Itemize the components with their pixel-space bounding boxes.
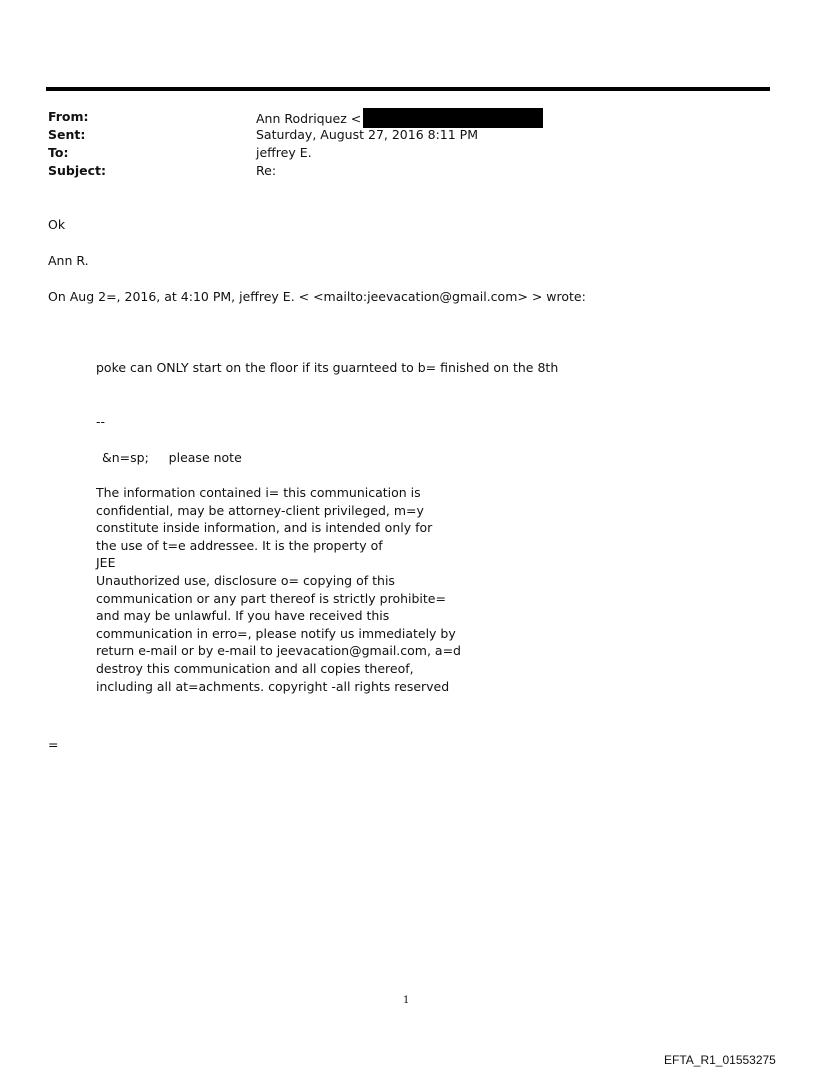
disclaimer-line: JEE bbox=[96, 555, 116, 571]
disclaimer-line: communication or any part thereof is strictly prohibite= bbox=[96, 590, 446, 606]
disclaimer-line: the use of t=e addressee. It is the property of bbox=[96, 537, 383, 553]
quoted-message: poke can ONLY start on the floor if its guarnteed to b= finished on the 8th bbox=[96, 360, 559, 375]
trailing-equals: = bbox=[48, 737, 59, 752]
disclaimer-line: The information contained i= this communication is bbox=[96, 485, 421, 500]
please-note: &n=sp; please note bbox=[102, 450, 242, 465]
to-value: jeffrey E. bbox=[256, 145, 312, 160]
header-divider bbox=[46, 87, 770, 91]
disclaimer-line: and may be unlawful. If you have received this bbox=[96, 608, 390, 624]
sent-label: Sent: bbox=[48, 127, 86, 142]
from-label: From: bbox=[48, 109, 89, 124]
disclaimer-line: communication in erro=, please notify us immediately by bbox=[96, 625, 456, 641]
subject-label: Subject: bbox=[48, 163, 106, 178]
subject-value: Re: bbox=[256, 163, 277, 178]
disclaimer-line: destroy this communication and all copies thereof, bbox=[96, 660, 414, 676]
disclaimer-line: Unauthorized use, disclosure o= copying of this bbox=[96, 572, 395, 588]
signature-separator: -- bbox=[96, 414, 106, 429]
disclaimer-line: return e-mail or by e-mail to jeevacation@gmail.com, a=d bbox=[96, 643, 461, 659]
disclaimer-line: constitute inside information, and is intended only for bbox=[96, 520, 433, 536]
reply-text: Ok bbox=[48, 217, 66, 232]
document-id: EFTA_R1_01553275 bbox=[664, 1053, 776, 1067]
from-value bbox=[256, 108, 543, 128]
disclaimer-line: confidential, may be attorney-client privileged, m=y bbox=[96, 502, 424, 518]
page-number: 1 bbox=[403, 995, 410, 1006]
to-label: To: bbox=[48, 145, 69, 160]
sent-value: Saturday, August 27, 2016 8:11 PM bbox=[256, 127, 478, 142]
disclaimer-line: including all at=achments. copyright -all rights reserved bbox=[96, 678, 450, 694]
redaction-block bbox=[363, 108, 543, 128]
signature: Ann R. bbox=[48, 253, 89, 268]
quote-intro: On Aug 2=, 2016, at 4:10 PM, jeffrey E. < <mailto:jeevacation@gmail.com> > wrote: bbox=[48, 289, 586, 304]
disclaimer bbox=[96, 484, 461, 695]
from-name: Ann Rodriquez < bbox=[256, 111, 362, 126]
